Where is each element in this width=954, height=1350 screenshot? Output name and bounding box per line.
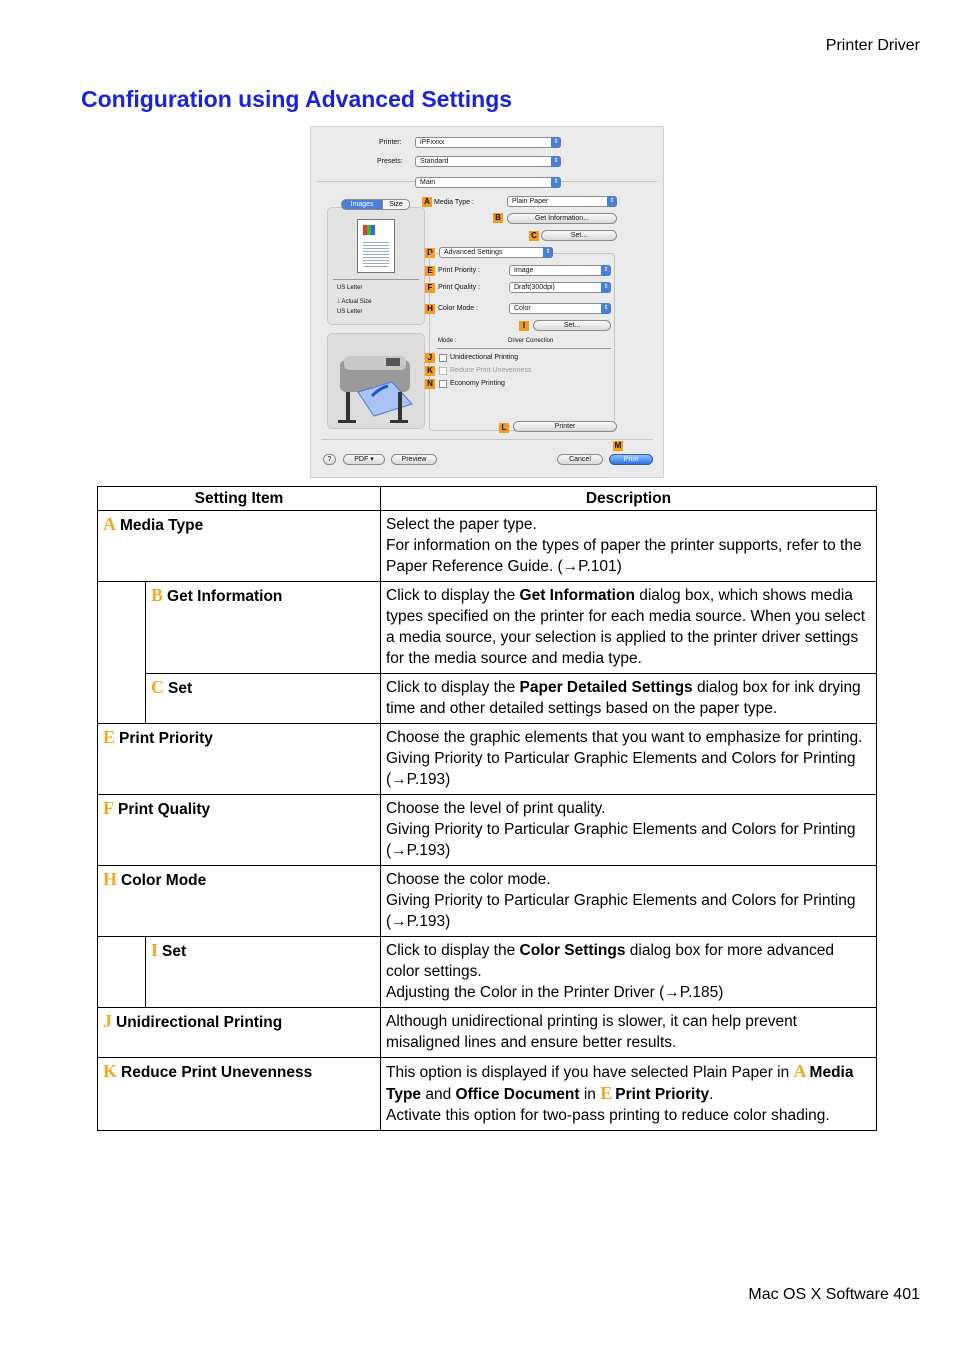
description-cell bbox=[381, 582, 877, 674]
table-row bbox=[98, 674, 877, 724]
advanced-settings-toggle[interactable] bbox=[439, 247, 553, 258]
item-letter: E bbox=[600, 1083, 613, 1103]
preview-button[interactable]: Preview bbox=[391, 454, 437, 465]
item-name: Print Priority bbox=[119, 730, 213, 747]
color-mode-value: Color bbox=[514, 305, 531, 312]
divider bbox=[321, 439, 653, 440]
desc-line: Giving Priority to Particular Graphic Elements and Colors for Printing (→P.193) bbox=[386, 750, 856, 788]
page-footer: Mac OS X Software 401 bbox=[748, 1286, 920, 1303]
output-size: US Letter bbox=[337, 309, 363, 315]
description-cell bbox=[381, 674, 877, 724]
print-quality-value: Draft(300dpi) bbox=[514, 284, 555, 291]
description-cell bbox=[381, 511, 877, 582]
setting-cell bbox=[98, 795, 381, 866]
updown-arrow-icon: ⇕ bbox=[607, 196, 617, 207]
indent-cell bbox=[98, 582, 146, 724]
table-header bbox=[98, 487, 877, 511]
image-swatch-icon bbox=[363, 225, 375, 235]
marker-f: F bbox=[425, 283, 435, 293]
table-row bbox=[98, 724, 877, 795]
setting-cell bbox=[98, 1058, 381, 1131]
desc-bold: Color Settings bbox=[519, 942, 626, 959]
printer-illustration-panel bbox=[327, 333, 425, 429]
table-row bbox=[98, 582, 877, 674]
description-cell bbox=[381, 724, 877, 795]
desc-text: in bbox=[579, 1086, 601, 1103]
print-quality-label: Print Quality : bbox=[438, 284, 481, 291]
printer-illustration-icon bbox=[328, 334, 426, 430]
item-letter: F bbox=[103, 798, 114, 818]
arrow-down-icon: 🡓 bbox=[337, 299, 341, 305]
updown-arrow-icon: ⇕ bbox=[601, 303, 611, 314]
print-priority-value: Image bbox=[514, 267, 534, 274]
advanced-settings-label: Advanced Settings bbox=[444, 249, 503, 256]
printer-value: iPFxxxx bbox=[420, 139, 445, 146]
item-letter: A bbox=[793, 1061, 807, 1081]
desc-line: Adjusting the Color in the Printer Driver (→P.185) bbox=[386, 984, 724, 1001]
description-cell: Although unidirectional printing is slower, it can help prevent misaligned lines and ensure better results. bbox=[381, 1008, 877, 1058]
item-name: Media Type bbox=[120, 517, 204, 534]
description-cell bbox=[381, 1058, 877, 1131]
desc-text: Click to display the bbox=[386, 587, 520, 604]
table-row bbox=[98, 866, 877, 937]
item-letter: C bbox=[151, 677, 164, 697]
marker-d: D bbox=[425, 248, 435, 258]
item-letter: B bbox=[151, 585, 164, 605]
desc-line: Activate this option for two-pass printing to reduce color shading. bbox=[386, 1107, 830, 1124]
mode-label: Mode : bbox=[438, 338, 457, 344]
item-letter: E bbox=[103, 727, 116, 747]
item-name: Get Information bbox=[167, 588, 283, 605]
cancel-button[interactable]: Cancel bbox=[557, 454, 603, 465]
setting-cell bbox=[146, 582, 381, 674]
get-information-button[interactable]: Get Information... bbox=[507, 213, 617, 224]
reduce-unevenness-label: Reduce Print Unevenness bbox=[450, 367, 532, 374]
desc-bold: Office Document bbox=[455, 1086, 580, 1103]
desc-text: and bbox=[421, 1086, 456, 1103]
updown-arrow-icon: ⇕ bbox=[551, 156, 561, 167]
desc-bold: Paper Detailed Settings bbox=[519, 679, 693, 696]
print-dialog bbox=[310, 126, 664, 478]
scaling-value: Actual Size bbox=[341, 299, 372, 305]
table-row bbox=[98, 1008, 877, 1058]
desc-line: Select the paper type. bbox=[386, 516, 537, 533]
marker-n: N bbox=[425, 379, 435, 389]
item-name: Print Quality bbox=[118, 801, 211, 818]
mode-value: Driver Correction bbox=[508, 338, 554, 344]
tab-images[interactable]: Images bbox=[341, 199, 383, 210]
item-name: Color Mode bbox=[121, 872, 207, 889]
marker-a: A bbox=[422, 197, 432, 207]
desc-line: Giving Priority to Particular Graphic Elements and Colors for Printing (→P.193) bbox=[386, 892, 856, 930]
marker-k: K bbox=[425, 366, 435, 376]
scaling bbox=[337, 297, 371, 307]
settings-table bbox=[97, 486, 877, 1131]
color-set-button[interactable]: Set... bbox=[533, 320, 611, 331]
desc-bold: Print Priority bbox=[615, 1086, 710, 1103]
setting-cell bbox=[98, 866, 381, 937]
col-setting-item: Setting Item bbox=[98, 487, 381, 511]
printer-label: Printer: bbox=[379, 139, 402, 146]
panel-value: Main bbox=[420, 179, 436, 186]
item-letter: H bbox=[103, 869, 118, 889]
media-type-select[interactable] bbox=[507, 196, 617, 207]
updown-arrow-icon: ⇕ bbox=[601, 265, 611, 276]
presets-select[interactable] bbox=[415, 156, 561, 167]
print-quality-select[interactable] bbox=[509, 282, 611, 293]
updown-arrow-icon: ⇕ bbox=[551, 177, 561, 188]
unidirectional-checkbox[interactable] bbox=[439, 354, 447, 362]
text-lines bbox=[363, 240, 389, 268]
desc-bold: Get Information bbox=[519, 587, 635, 604]
item-name: Reduce Print Unevenness bbox=[121, 1064, 313, 1081]
updown-arrow-icon: ⇕ bbox=[601, 282, 611, 293]
marker-m: M bbox=[614, 441, 622, 450]
tab-size[interactable]: Size bbox=[382, 199, 410, 210]
updown-arrow-icon: ⇕ bbox=[551, 137, 561, 148]
setting-cell bbox=[98, 724, 381, 795]
col-description: Description bbox=[381, 487, 877, 511]
marker-h: H bbox=[425, 304, 435, 314]
item-letter: I bbox=[151, 940, 159, 960]
desc-text: dialog box for more advanced color settings. bbox=[386, 942, 834, 980]
media-type-value: Plain Paper bbox=[512, 198, 549, 205]
color-mode-select[interactable] bbox=[509, 303, 611, 314]
setting-cell bbox=[98, 1008, 381, 1058]
economy-checkbox[interactable] bbox=[439, 380, 447, 388]
marker-l: L bbox=[499, 423, 509, 433]
printer-button[interactable]: Printer bbox=[513, 421, 617, 432]
divider bbox=[437, 348, 611, 349]
table-row bbox=[98, 1058, 877, 1131]
paper-set-button[interactable]: Set... bbox=[541, 230, 617, 241]
running-header: Printer Driver bbox=[825, 37, 920, 54]
desc-text: Click to display the bbox=[386, 942, 520, 959]
page-thumbnail bbox=[357, 219, 395, 273]
indent-cell bbox=[98, 937, 146, 1008]
print-priority-select[interactable] bbox=[509, 265, 611, 276]
marker-b: B bbox=[493, 213, 503, 223]
setting-cell bbox=[146, 674, 381, 724]
description-cell bbox=[381, 795, 877, 866]
desc-text: This option is displayed if you have selected Plain Paper in bbox=[386, 1064, 794, 1081]
table-row bbox=[98, 937, 877, 1008]
setting-cell bbox=[98, 511, 381, 582]
desc-text: Click to display the bbox=[386, 679, 520, 696]
marker-j: J bbox=[425, 353, 435, 363]
desc-text: dialog box, which shows media types specified on the printer for each media source. When you select a media source, your selection is applied to the printer driver settings for the media source and media type. bbox=[386, 587, 866, 667]
page-title: Configuration using Advanced Settings bbox=[81, 86, 513, 112]
item-letter: J bbox=[103, 1011, 112, 1031]
desc-line: Choose the level of print quality. bbox=[386, 800, 606, 817]
print-priority-label: Print Priority : bbox=[438, 267, 481, 274]
media-type-label: Media Type : bbox=[434, 199, 474, 206]
item-name: Unidirectional Printing bbox=[116, 1014, 283, 1031]
description-cell bbox=[381, 866, 877, 937]
desc-line: Choose the graphic elements that you want to emphasize for printing. bbox=[386, 729, 863, 746]
desc-line: For information on the types of paper the printer supports, refer to the Paper Reference Guide. (→P.101) bbox=[386, 537, 862, 575]
unidirectional-label: Unidirectional Printing bbox=[450, 354, 519, 361]
help-button[interactable]: ? bbox=[323, 454, 336, 465]
item-name: Set bbox=[162, 943, 187, 960]
print-button[interactable]: Print bbox=[609, 454, 653, 465]
economy-label: Economy Printing bbox=[450, 380, 505, 387]
desc-bold: Media Type bbox=[386, 1064, 854, 1103]
desc-text: dialog box for ink drying time and other detailed settings based on the paper type. bbox=[386, 679, 861, 717]
divider bbox=[333, 279, 419, 280]
setting-cell bbox=[146, 937, 381, 1008]
printer-select[interactable] bbox=[415, 137, 561, 148]
item-letter: A bbox=[103, 514, 116, 534]
panel-select[interactable] bbox=[415, 177, 561, 188]
table-row bbox=[98, 795, 877, 866]
desc-line: Choose the color mode. bbox=[386, 871, 551, 888]
desc-text: . bbox=[709, 1086, 714, 1103]
marker-i: I bbox=[519, 321, 529, 331]
marker-c: C bbox=[529, 231, 539, 241]
presets-label: Presets: bbox=[377, 158, 403, 165]
presets-value: Standard bbox=[420, 158, 449, 165]
marker-e: E bbox=[425, 266, 435, 276]
item-letter: K bbox=[103, 1061, 118, 1081]
updown-arrow-icon: ⇕ bbox=[543, 247, 553, 258]
pdf-button[interactable]: PDF ▾ bbox=[343, 454, 385, 465]
paper-size: US Letter bbox=[337, 285, 363, 291]
table-row bbox=[98, 511, 877, 582]
reduce-unevenness-checkbox[interactable] bbox=[439, 367, 447, 375]
color-mode-label: Color Mode : bbox=[438, 305, 479, 312]
description-cell bbox=[381, 937, 877, 1008]
desc-line: Giving Priority to Particular Graphic Elements and Colors for Printing (→P.193) bbox=[386, 821, 856, 859]
item-name: Set bbox=[168, 680, 193, 697]
